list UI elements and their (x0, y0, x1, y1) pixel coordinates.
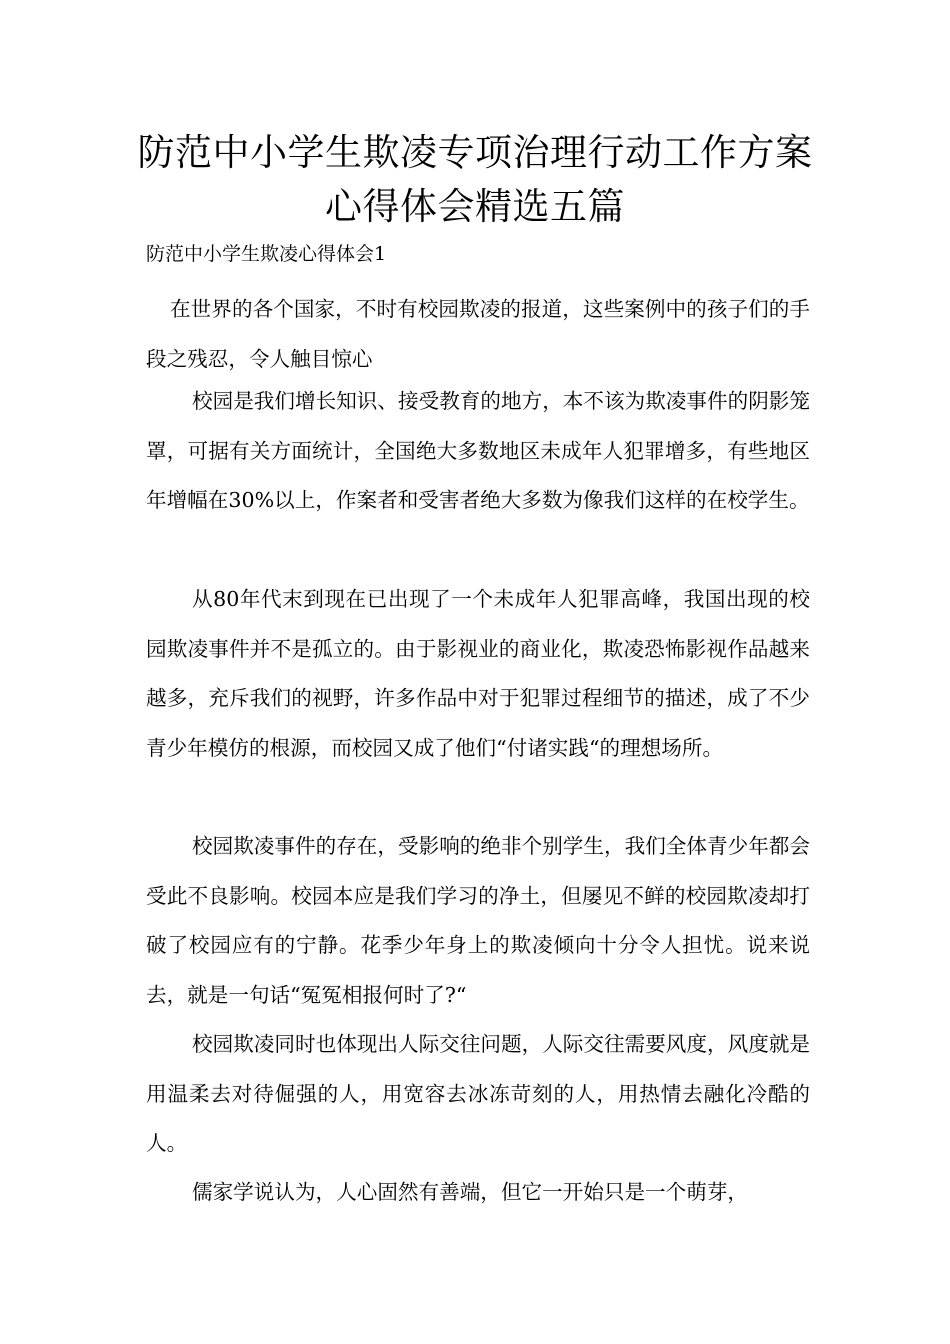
paragraph: 校园是我们增长知识、接受教育的地方，本不该为欺凌事件的阴影笼罩，可据有关方面统计，全国绝大多数地区未成年人犯罪增多，有些地区年增幅在30%以上，作案者和受害者绝大多数为像我们这样的在校学生。 (146, 389, 810, 513)
paragraph: 校园欺凌同时也体现出人际交往问题，人际交往需要风度，风度就是用温柔去对待倔强的人，用宽容去冰冻苛刻的人，用热情去融化冷酷的人。 (146, 1032, 810, 1156)
paragraph: 从80年代末到现在已出现了一个未成年人犯罪高峰，我国出现的校园欺凌事件并不是孤立的。由于影视业的商业化，欺凌恐怖影视作品越来越多，充斥我们的视野，许多作品中对于犯罪过程细节的描述，成了不少青少年模仿的根源，而校园又成了他们“付诸实践“的理想场所。 (146, 587, 810, 760)
paragraph: 校园欺凌事件的存在，受影响的绝非个别学生，我们全体青少年都会受此不良影响。校园本应是我们学习的净土，但屡见不鲜的校园欺凌却打破了校园应有的宁静。花季少年身上的欺凌倾向十分令人担忧。说来说去，就是一句话“冤冤相报何时了?“ (146, 834, 810, 1007)
paragraph: 儒家学说认为，人心固然有善端，但它一开始只是一个萌芽， (192, 1180, 749, 1204)
document-title: 防范中小学生欺凌专项治理行动工作方案心得体会精选五篇 (137, 131, 813, 228)
paragraph: 在世界的各个国家，不时有校园欺凌的报道，这些案例中的孩子们的手段之残忍，令人触目惊心 (146, 297, 810, 371)
section-heading: 防范中小学生欺凌心得体会1 (146, 243, 387, 265)
